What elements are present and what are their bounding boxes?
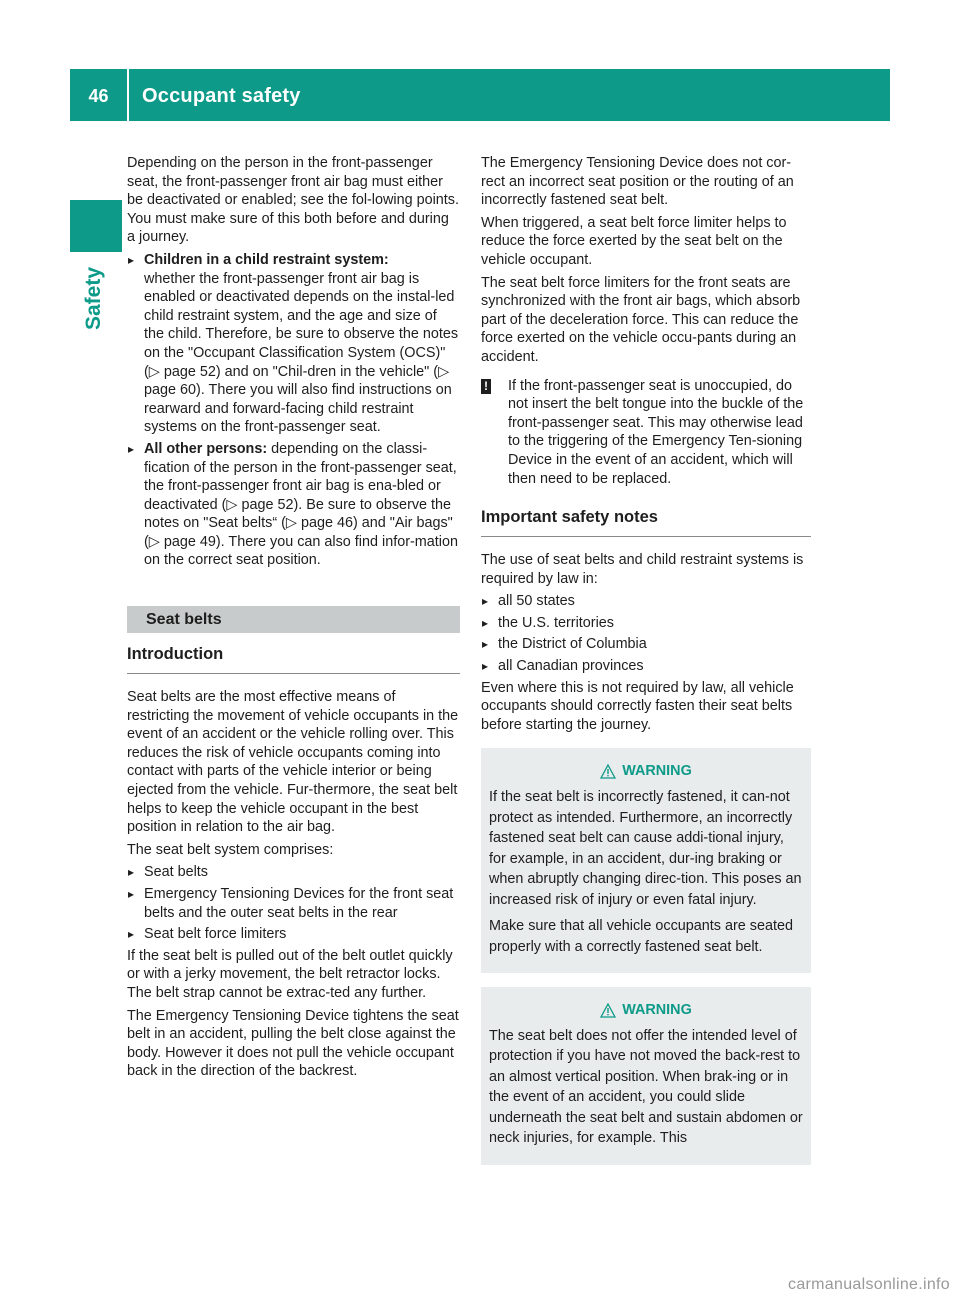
subsection-heading: Introduction: [127, 643, 460, 674]
bullet-text: whether the front-passenger front air bag is enabled or deactivated depends on the instal-led child restraint system, and the age and size of the child. Therefore, be sure to observe the notes on the "Occupant Classification System (OCS)" (▷ page 52) and on "Chil-dren in the vehicle" (▷ page 60). There you will also find instructions on rearward and forward-facing child restraint systems on the front-passenger seat.: [144, 270, 459, 436]
intro-paragraph: Depending on the person in the front-passenger seat, the front-passenger front air bag must either be deactivated or enabled; see the fol-lowing points. You must make sure of this both before and during a journey.: [127, 155, 460, 246]
note-block: [481, 377, 811, 489]
paragraph: Even where this is not required by law, all vehicle occupants should correctly fasten their seat belts before starting the journey.: [481, 679, 794, 733]
warning-triangle-icon: [600, 764, 616, 779]
watermark: carmanualsonline.info: [788, 1276, 950, 1293]
side-tab-marker: [70, 200, 122, 252]
bullet-heading: All other persons:: [144, 440, 268, 457]
warning-text: The seat belt does not offer the intended level of protection if you have not moved the back-rest to an almost vertical position. When brak-ing or in the event of an accident, you could slide underneath the seat belt and sustain abdomen or neck injuries, for example. This: [489, 1027, 803, 1147]
bullet-heading: Children in a child restraint system:: [144, 251, 389, 268]
paragraph: The use of seat belts and child restraint systems is required by law in:: [481, 552, 804, 587]
header-divider: [127, 69, 129, 121]
warning-box: [481, 748, 811, 973]
paragraph: If the seat belt is pulled out of the belt outlet quickly or with a jerky movement, the belt retractor locks. The belt strap cannot be extrac-ted any further.: [127, 947, 453, 1001]
side-tab-label: Safety: [82, 266, 105, 330]
list-item: [127, 440, 460, 570]
exclamation-icon: !: [481, 379, 491, 394]
paragraph: The Emergency Tensioning Device tightens the seat belt in an accident, pulling the belt close against the body. However it does not pull the vehicle occupant back in the direction of the backrest.: [127, 1007, 459, 1080]
list-item: [127, 251, 460, 437]
subsection-heading: Important safety notes: [481, 506, 811, 537]
bullet-text: depending on the classi-fication of the person in the front-passenger seat, the front-passenger front air bag is ena-bled or deactivated (▷ page 52). Be sure to observe the notes on "Seat belts“ (▷ page 46) and "Air bags" (▷ page 49). There you can also find infor-mation on the correct seat position.: [144, 440, 458, 569]
warning-title: [489, 762, 803, 781]
list-item: ▸ the District of Columbia: [481, 635, 811, 654]
warning-label: WARNING: [622, 1002, 692, 1019]
paragraph: The seat belt system comprises:: [127, 841, 334, 858]
paragraph: Seat belts are the most effective means of restricting the movement of vehicle occupants in the event of an accident or the vehicle rolling over. This reduces the risk of vehicle occupants coming into contact with parts of the vehicle interior or being ejected from the vehicle. Fur-thermore, the seat belt helps to keep the vehicle occupant in the best position in relation to the air bag.: [127, 689, 459, 836]
list-item: ▸ Seat belt force limiters: [127, 925, 460, 944]
right-column: [481, 154, 811, 1165]
note-text: If the front-passenger seat is unoccupied, do not insert the belt tongue into the buckle of the front-passenger seat. This may otherwise lead to the triggering of the Emergency Ten-sioning Device in the event of an accident, which will then need to be replaced.: [508, 377, 804, 487]
page-number: 46: [88, 86, 109, 106]
warning-text: Make sure that all vehicle occupants are seated properly with a correctly fastened seat belt.: [489, 918, 793, 955]
warning-triangle-icon: [600, 1003, 616, 1018]
list-item: ▸ Seat belts: [127, 863, 460, 882]
page-title: Occupant safety: [142, 85, 301, 107]
list-item: ▸ the U.S. territories: [481, 614, 811, 633]
paragraph: The seat belt force limiters for the front seats are synchronized with the front air bags, which absorb part of the deceleration force. This can reduce the force exerted on the vehicle occu-pants during an accident.: [481, 274, 801, 365]
left-column: [127, 154, 460, 1085]
paragraph: The Emergency Tensioning Device does not cor-rect an incorrect seat position or the routing of an incorrectly fastened seat belt.: [481, 155, 794, 209]
section-heading: Seat belts: [127, 606, 460, 633]
warning-box: [481, 987, 811, 1165]
warning-label: WARNING: [622, 763, 692, 780]
warning-title: [489, 1001, 803, 1020]
list-item: ▸ all Canadian provinces: [481, 657, 811, 676]
list-item: ▸ Emergency Tensioning Devices for the front seat belts and the outer seat belts in the rear: [127, 885, 460, 922]
paragraph: When triggered, a seat belt force limiter helps to reduce the force exerted by the seat belt on the vehicle occupant.: [481, 214, 787, 268]
warning-text: If the seat belt is incorrectly fastened, it can-not protect as intended. Furthermore, an incorrectly fastened seat belt can cause addi-tional injury, for example, in an accident, dur-ing braking or when abruptly changing direc-tion. This poses an increased risk of injury or even fatal injury.: [489, 789, 802, 908]
list-item: ▸ all 50 states: [481, 592, 811, 611]
